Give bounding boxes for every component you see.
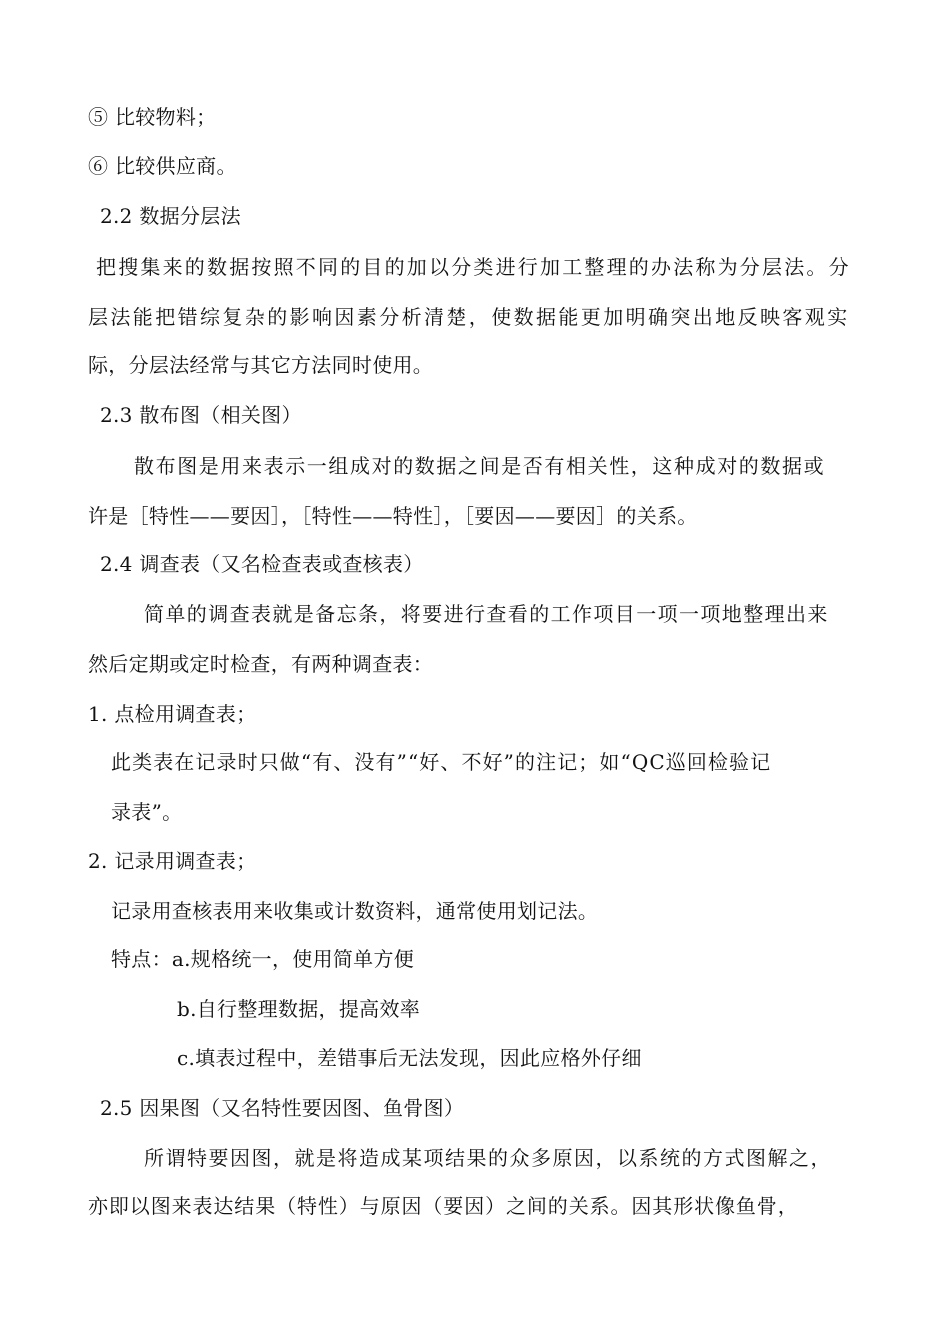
paragraph-line: 散布图是用来表示一组成对的数据之间是否有相关性，这种成对的数据或	[134, 454, 826, 478]
paragraph-line: 把搜集来的数据按照不同的目的加以分类进行加工整理的办法称为分层法。分	[96, 255, 851, 279]
list-item-spot-check-table: 1. 点检用调查表；	[88, 702, 257, 726]
feature-item-b: b.自行整理数据，提高效率	[177, 997, 421, 1021]
paragraph-line: 此类表在记录时只做“有、没有”“好、不好”的注记；如“QC巡回检验记	[111, 750, 772, 774]
paragraph-line: 亦即以图来表达结果（特性）与原因（要因）之间的关系。因其形状像鱼骨，	[88, 1194, 799, 1218]
section-heading-2-5: 2.5 因果图（又名特性要因图、鱼骨图）	[100, 1096, 465, 1120]
list-item-compare-materials: ⑤ 比较物料；	[88, 105, 217, 129]
list-item-record-table: 2. 记录用调查表；	[88, 849, 257, 873]
paragraph-line: 简单的调查表就是备忘条，将要进行查看的工作项目一项一项地整理出来	[144, 602, 829, 626]
paragraph-line: 然后定期或定时检查，有两种调查表：	[88, 652, 434, 676]
paragraph-line: 许是［特性——要因］，［特性——特性］，［要因——要因］的关系。	[88, 504, 698, 528]
feature-item-a: 特点：a.规格统一，使用简单方便	[111, 947, 415, 971]
section-heading-2-4: 2.4 调查表（又名检查表或查核表）	[100, 552, 424, 576]
list-item-compare-suppliers: ⑥ 比较供应商。	[88, 154, 237, 178]
section-heading-2-2: 2.2 数据分层法	[100, 204, 241, 228]
paragraph-line: 录表”。	[111, 800, 183, 824]
paragraph-line: 际，分层法经常与其它方法同时使用。	[88, 353, 434, 377]
paragraph-line: 记录用查核表用来收集或计数资料，通常使用划记法。	[111, 899, 599, 923]
paragraph-line: 所谓特要因图，就是将造成某项结果的众多原因，以系统的方式图解之，	[144, 1146, 832, 1170]
section-heading-2-3: 2.3 散布图（相关图）	[100, 403, 302, 427]
feature-item-c: c.填表过程中，差错事后无法发现，因此应格外仔细	[177, 1046, 642, 1070]
paragraph-line: 层法能把错综复杂的影响因素分析清楚，使数据能更加明确突出地反映客观实	[88, 305, 850, 329]
